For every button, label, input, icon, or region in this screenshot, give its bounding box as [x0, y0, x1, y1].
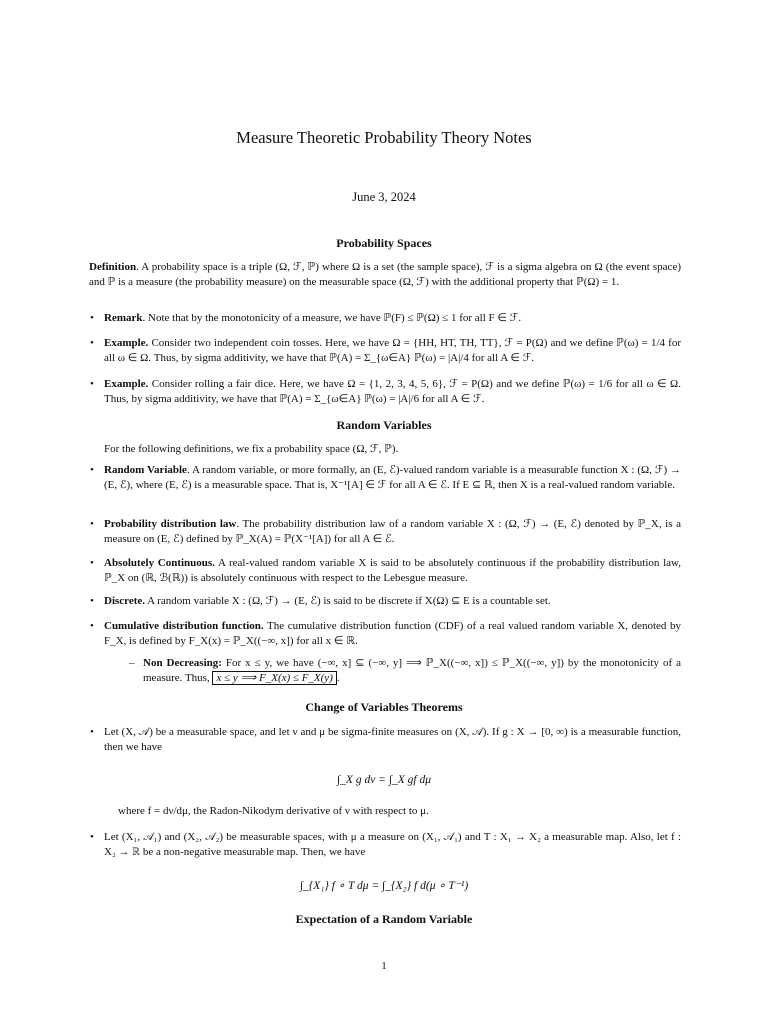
item-label: Discrete.	[104, 595, 146, 607]
equation-change-of-variables: ∫_{X₁} f ∘ T dμ = ∫_{X₂} f d(μ ∘ T⁻¹)	[299, 880, 469, 892]
list-item	[90, 594, 681, 609]
item-text: . A random variable, or more formally, an (E, ℰ)-valued random variable is a measurable function X : (Ω, ℱ) → (E, ℰ), where (E, ℰ) is a measurable space. That is, X⁻¹[A] ∈ ℱ for all A ∈ ℰ. If E ⊆ ℝ, then X is a real-valued random variable.	[104, 464, 682, 491]
bullet-icon: •	[90, 378, 94, 390]
boxed-result: x ≤ y ⟹ F_X(x) ≤ F_X(y)	[212, 671, 336, 685]
item-label: Example.	[104, 337, 149, 349]
item-text: A random variable X : (Ω, ℱ) → (E, ℰ) is said to be discrete if X(Ω) ⊆ E is a countable set.	[145, 595, 551, 607]
definition-paragraph	[89, 260, 681, 290]
item-text: A real-valued random variable X is said to be absolutely continuous if the probability distribution law, ℙ_X on (ℝ, ℬ(ℝ)) is absolutely continuous with respect to the Lebesgue measure.	[104, 557, 681, 584]
list-item	[90, 336, 681, 366]
item-label: Remark	[104, 312, 143, 324]
sub-item-label: Non Decreasing:	[143, 657, 222, 669]
list-item	[90, 556, 681, 586]
item-text: . The probability distribution law of a random variable X : (Ω, ℱ) → (E, ℰ) denoted by ℙ_X, is a measure on (E, ℰ) defined by ℙ_X(A) = ℙ(X⁻¹[A]) for all A ∈ ℰ.	[104, 518, 681, 545]
bullet-icon: •	[90, 726, 94, 738]
list-item	[90, 725, 681, 755]
list-item	[90, 311, 681, 326]
document-title: Measure Theoretic Probability Theory Notes	[236, 128, 532, 147]
bullet-icon: •	[90, 595, 94, 607]
rv-intro: For the following definitions, we fix a probability space (Ω, ℱ, ℙ).	[104, 443, 399, 455]
list-item	[90, 830, 681, 860]
list-item	[90, 463, 682, 493]
item-text: The cumulative distribution function (CDF) of a real valued random variable X, denoted by F_X, is defined by F_X(x) = ℙ_X((−∞, x]) for all x ∈ ℝ.	[104, 620, 681, 647]
page-number: 1	[381, 960, 387, 972]
item-text: Let (X, 𝒜) be a measurable space, and let ν and μ be sigma-finite measures on (X, 𝒜). If g : X → [0, ∞) is a measurable function, then we have	[104, 726, 681, 753]
section-heading-random-variables: Random Variables	[336, 418, 432, 432]
bullet-icon: •	[90, 312, 94, 324]
list-item	[90, 619, 681, 649]
bullet-icon: •	[90, 831, 94, 843]
definition-text: . A probability space is a triple (Ω, ℱ, ℙ) where Ω is a set (the sample space), ℱ is a sigma algebra on Ω (the event space) and ℙ is a measure (the probability measure) on the measurable space (Ω, ℱ) with the additional property that ℙ(Ω) = 1.	[89, 261, 681, 288]
bullet-icon: •	[90, 557, 94, 569]
dash-icon: –	[129, 657, 135, 669]
item-label: Probability distribution law	[104, 518, 237, 530]
section-heading-change-of-variables: Change of Variables Theorems	[305, 700, 463, 714]
item-label: Random Variable	[104, 464, 187, 476]
bullet-icon: •	[90, 620, 94, 632]
sub-item-text: For x ≤ y, we have (−∞, x] ⊆ (−∞, y] ⟹ ℙ_X((−∞, x]) ≤ ℙ_X((−∞, y]) by the monotonicity of a measure. Thus,	[143, 657, 681, 684]
sub-item-end: .	[336, 672, 340, 684]
section-heading-probability-spaces: Probability Spaces	[336, 236, 432, 250]
item-label: Absolutely Continuous.	[104, 557, 215, 569]
item-text: . Note that by the monotonicity of a measure, we have ℙ(F) ≤ ℙ(Ω) ≤ 1 for all F ∈ ℱ.	[142, 312, 522, 324]
document-date: June 3, 2024	[352, 190, 416, 204]
list-item	[90, 377, 681, 407]
bullet-icon: •	[90, 518, 94, 530]
equation-radon-nikodym: ∫_X g dν = ∫_X gf dμ	[337, 774, 431, 786]
item-text: Consider rolling a fair dice. Here, we have Ω = {1, 2, 3, 4, 5, 6}, ℱ = P(Ω) and we define ℙ(ω) = 1/6 for all ω ∈ Ω. Thus, by sigma additivity, we have that ℙ(A) = Σ_{ω∈A} ℙ(ω) = |A|/6 for all A ∈ ℱ.	[104, 378, 681, 405]
item-text: Consider two independent coin tosses. Here, we have Ω = {HH, HT, TH, TT}, ℱ = P(Ω) and we define ℙ(ω) = 1/4 for all ω ∈ Ω. Thus, by sigma additivity, we have that ℙ(A) = Σ_{ω∈A} ℙ(ω) = |A|/4 for all A ∈ ℱ.	[104, 337, 681, 364]
definition-label: Definition	[89, 261, 137, 273]
item-text: Let (X₁, 𝒜₁) and (X₂, 𝒜₂) be measurable spaces, with μ a measure on (X₁, 𝒜₁) and T : X₁ → X₂ a measurable map. Also, let f : X₂ → ℝ be a non-negative measurable map. Then, we have	[104, 831, 681, 858]
bullet-icon: •	[90, 337, 94, 349]
section-heading-expectation: Expectation of a Random Variable	[295, 912, 473, 926]
list-item	[90, 517, 681, 547]
item-label: Cumulative distribution function.	[104, 620, 264, 632]
sub-list-item	[129, 656, 681, 686]
radon-nikodym-line: where f = dν/dμ, the Radon-Nikodym derivative of ν with respect to μ.	[118, 805, 429, 817]
item-label: Example.	[104, 378, 149, 390]
bullet-icon: •	[90, 464, 94, 476]
